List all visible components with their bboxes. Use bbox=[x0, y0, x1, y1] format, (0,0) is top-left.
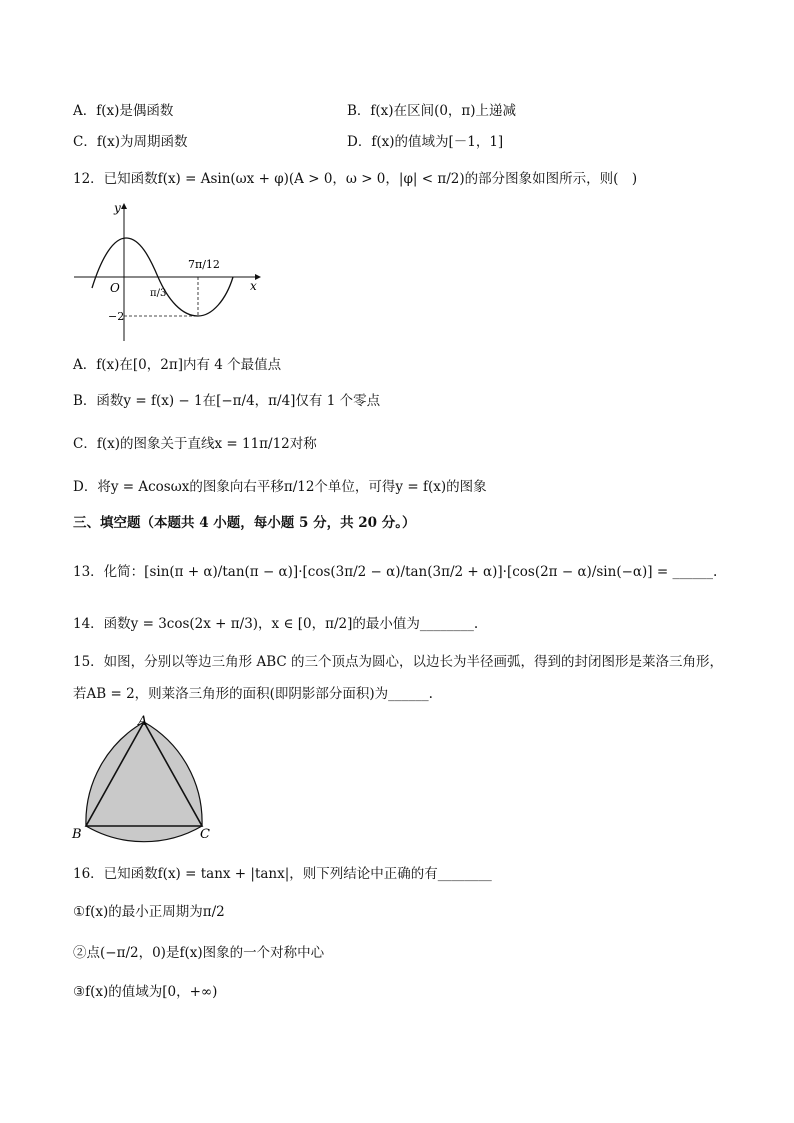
tick-minus-2: −2 bbox=[108, 310, 125, 323]
section-3-title: 三、填空题（本题共 4 小题，每小题 5 分，共 20 分。） bbox=[73, 515, 416, 531]
vertex-label-c: C bbox=[200, 827, 210, 842]
q11-option-b: B．f(x)在区间(0，π)上递减 bbox=[347, 103, 517, 119]
q14-text: 14．函数y = 3cos(2x + π/3)，x ∈ [0，π/2]的最小值为________. bbox=[73, 616, 479, 632]
q16-statement-2: ②点(−π/2，0)是f(x)图象的一个对称中心 bbox=[73, 945, 325, 961]
q16-stem: 16．已知函数f(x) = tanx + |tanx|，则下列结论中正确的有________ bbox=[73, 866, 492, 882]
origin-label: O bbox=[110, 281, 120, 295]
reuleaux-shaded-region bbox=[86, 722, 202, 842]
q11-option-a: A．f(x)是偶函数 bbox=[73, 103, 174, 119]
q12-option-c: C．f(x)的图象关于直线x = 11π/12对称 bbox=[73, 436, 317, 452]
reuleaux-triangle-figure bbox=[66, 712, 226, 844]
x-axis-label: x bbox=[250, 279, 257, 293]
vertex-label-a: A bbox=[138, 714, 148, 729]
y-axis-label: y bbox=[114, 201, 121, 215]
q11-option-d: D．f(x)的值域为[－1，1] bbox=[347, 134, 504, 150]
q16-statement-1: ①f(x)的最小正周期为π/2 bbox=[73, 904, 225, 920]
q16-statement-3: ③f(x)的值域为[0，+∞) bbox=[73, 984, 218, 1000]
q12-option-d: D．将y = Acosωx的图象向右平移π/12个单位，可得y = f(x)的图象 bbox=[73, 479, 487, 495]
q12-option-b: B．函数y = f(x) − 1在[−π/4，π/4]仅有 1 个零点 bbox=[73, 393, 381, 409]
q15-line-1: 15．如图，分别以等边三角形 ABC 的三个顶点为圆心，以边长为半径画弧，得到的封闭图形是莱洛三角形， bbox=[73, 654, 724, 670]
q12-stem: 12．已知函数f(x) = Asin(ωx + φ)(A > 0，ω > 0，|φ| < π/2)的部分图象如图所示，则( ) bbox=[73, 171, 638, 187]
q11-option-c: C．f(x)为周期函数 bbox=[73, 134, 188, 150]
vertex-label-b: B bbox=[72, 827, 82, 842]
q12-option-a: A．f(x)在[0，2π]内有 4 个最值点 bbox=[73, 357, 282, 373]
q12-sine-graph bbox=[70, 196, 270, 346]
tick-pi-over-3: π/3 bbox=[150, 288, 167, 299]
q15-line-2: 若AB = 2，则莱洛三角形的面积(即阴影部分面积)为______. bbox=[73, 686, 433, 702]
tick-7pi-over-12: 7π/12 bbox=[188, 258, 220, 271]
q13-text: 13．化简：[sin(π + α)/tan(π − α)]·[cos(3π/2 − α)/tan(3π/2 + α)]·[cos(2π − α)/sin(−α)] = ______. bbox=[73, 564, 718, 580]
